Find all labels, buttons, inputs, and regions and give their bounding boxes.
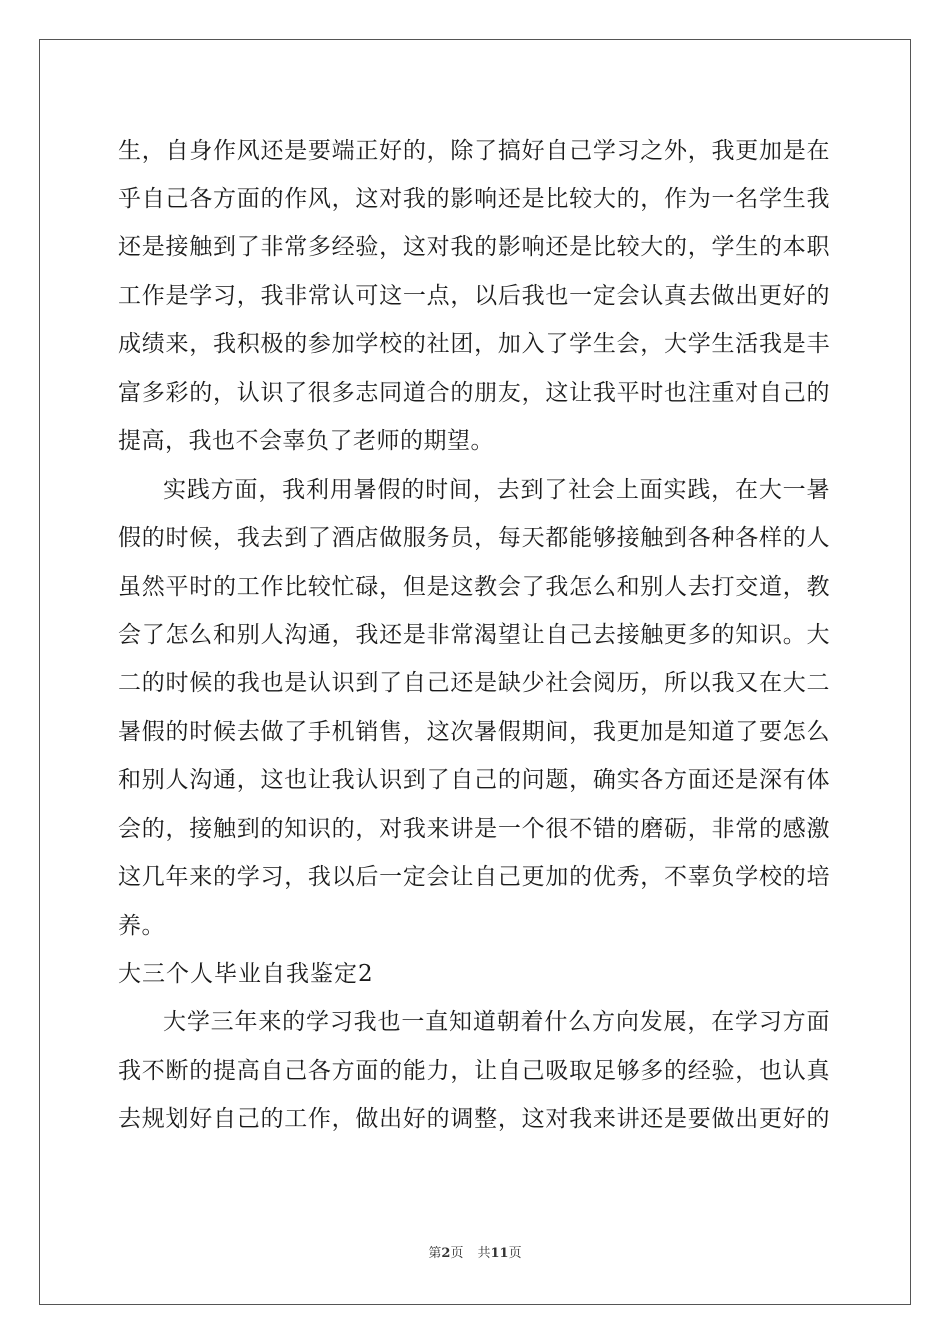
text-line: 提高，我也不会辜负了老师的期望。 <box>118 428 494 454</box>
text-line: 实践方面，我利用暑假的时间，去到了社会上面实践，在大一暑 <box>163 477 830 503</box>
total-suffix: 页 <box>508 1246 522 1261</box>
text-line: 还是接触到了非常多经验，这对我的影响还是比较大的，学生的本职 <box>118 234 830 260</box>
text-line: 工作是学习，我非常认可这一点，以后我也一定会认真去做出更好的 <box>118 283 830 309</box>
text-line: 二的时候的我也是认识到了自己还是缺少社会阅历，所以我又在大二 <box>118 670 830 696</box>
text-line: 成绩来，我积极的参加学校的社团，加入了学生会，大学生活我是丰 <box>118 331 830 357</box>
text-line: 我不断的提高自己各方面的能力，让自己吸取足够多的经验，也认真 <box>118 1058 830 1084</box>
page-prefix: 第 <box>428 1246 442 1261</box>
page-number: 2 <box>441 1246 451 1261</box>
total-prefix: 共 <box>477 1246 491 1261</box>
text-line: 富多彩的，认识了很多志同道合的朋友，这让我平时也注重对自己的 <box>118 380 830 406</box>
text-line: 这几年来的学习，我以后一定会让自己更加的优秀，不辜负学校的培 <box>118 864 830 890</box>
text-line: 大学三年来的学习我也一直知道朝着什么方向发展，在学习方面 <box>163 1009 830 1035</box>
text-line: 暑假的时候去做了手机销售，这次暑假期间，我更加是知道了要怎么 <box>118 719 830 745</box>
text-line: 养。 <box>118 913 165 939</box>
section-heading: 大三个人毕业自我鉴定2 <box>118 961 374 987</box>
text-line: 去规划好自己的工作，做出好的调整，这对我来讲还是要做出更好的 <box>118 1106 830 1132</box>
text-line: 会的，接触到的知识的，对我来讲是一个很不错的磨砺，非常的感激 <box>118 816 830 842</box>
total-pages: 11 <box>490 1246 509 1261</box>
text-line: 乎自己各方面的作风，这对我的影响还是比较大的，作为一名学生我 <box>118 186 830 212</box>
text-line: 虽然平时的工作比较忙碌，但是这教会了我怎么和别人去打交道，教 <box>118 574 830 600</box>
text-line: 和别人沟通，这也让我认识到了自己的问题，确实各方面还是深有体 <box>118 767 830 793</box>
text-line: 会了怎么和别人沟通，我还是非常渴望让自己去接触更多的知识。大 <box>118 622 830 648</box>
text-line: 生，自身作风还是要端正好的，除了搞好自己学习之外，我更加是在 <box>118 138 830 164</box>
page-footer <box>0 1245 950 1263</box>
page-suffix: 页 <box>450 1246 464 1261</box>
text-line: 假的时候，我去到了酒店做服务员，每天都能够接触到各种各样的人 <box>118 525 830 551</box>
